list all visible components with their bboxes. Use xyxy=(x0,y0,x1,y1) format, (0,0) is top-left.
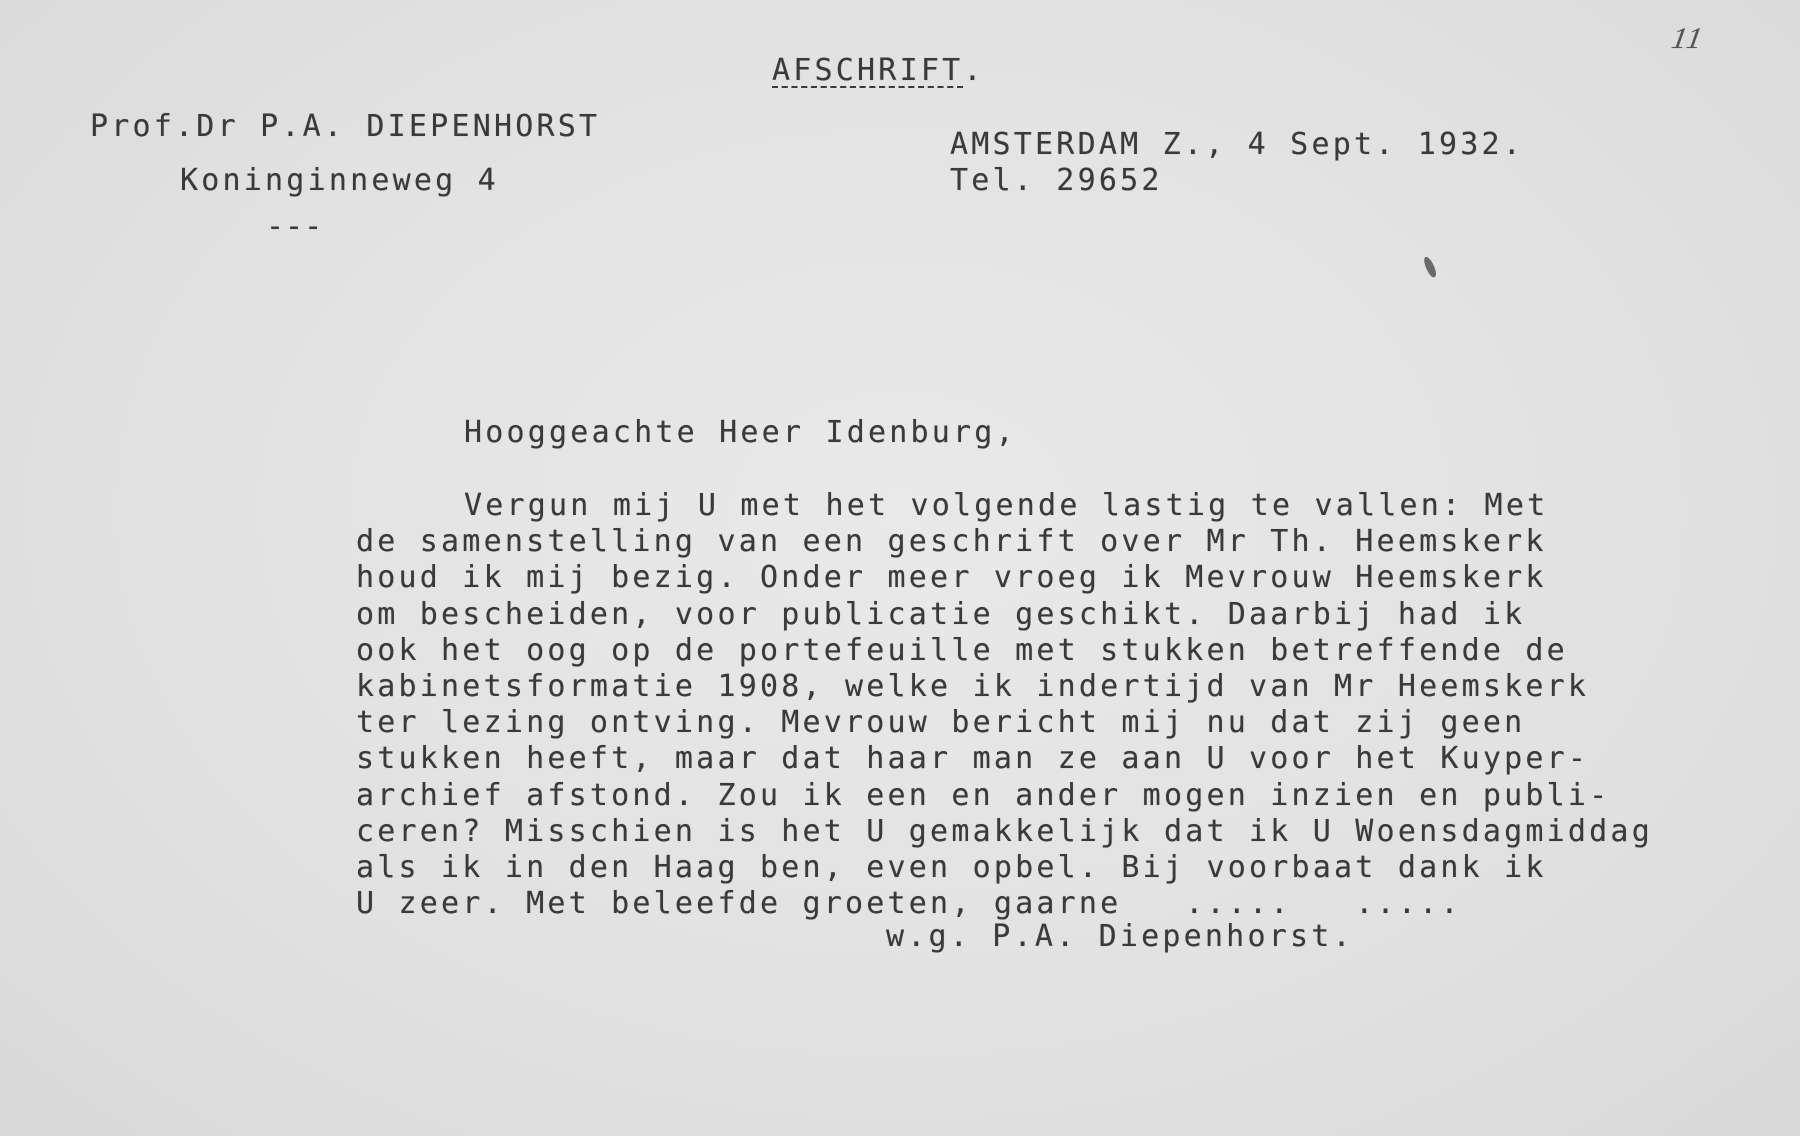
body-line: als ik in den Haag ben, even opbel. Bij voorbaat dank ik xyxy=(356,849,1547,885)
body-line: de samenstelling van een geschrift over Mr Th. Heemskerk xyxy=(356,524,1547,560)
letter-body xyxy=(356,488,1653,922)
body-line: archief afstond. Zou ik een en ander mogen inzien en publi- xyxy=(356,777,1611,813)
sender-name: Prof.Dr P.A. DIEPENHORST xyxy=(90,109,601,144)
sender-address: Koninginneweg 4 xyxy=(180,163,499,198)
header-separator: --- xyxy=(266,209,324,244)
document-title-period: . xyxy=(963,53,985,88)
body-line: Vergun mij U met het volgende lastig te vallen: Met xyxy=(464,488,1549,523)
body-line: ceren? Misschien is het U gemakkelijk dat ik U Woensdagmiddag xyxy=(356,813,1653,849)
body-line: stukken heeft, maar dat haar man ze aan U voor het Kuyper- xyxy=(356,741,1590,777)
document-title xyxy=(772,53,985,88)
body-line: kabinetsformatie 1908, welke ik indertijd van Mr Heemskerk xyxy=(356,668,1590,704)
body-line: ter lezing ontving. Mevrouw bericht mij nu dat zij geen xyxy=(356,705,1526,741)
telephone-number: Tel. 29652 xyxy=(950,163,1163,198)
place-and-date: AMSTERDAM Z., 4 Sept. 1932. xyxy=(950,127,1525,162)
body-line: U zeer. Met beleefde groeten, gaarne ..... ..... xyxy=(356,886,1462,922)
document-title-word: AFSCHRIFT xyxy=(772,53,964,88)
body-line: om bescheiden, voor publicatie geschikt. Daarbij had ik xyxy=(356,596,1526,632)
handwritten-page-number: 11 xyxy=(1669,22,1707,55)
body-line: houd ik mij bezig. Onder meer vroeg ik Mevrouw Heemskerk xyxy=(356,560,1547,596)
body-line: ook het oog op de portefeuille met stukken betreffende de xyxy=(356,632,1568,668)
ink-speck xyxy=(1422,255,1438,278)
salutation: Hooggeachte Heer Idenburg, xyxy=(464,415,1017,450)
signature-line: w.g. P.A. Diepenhorst. xyxy=(886,919,1354,954)
